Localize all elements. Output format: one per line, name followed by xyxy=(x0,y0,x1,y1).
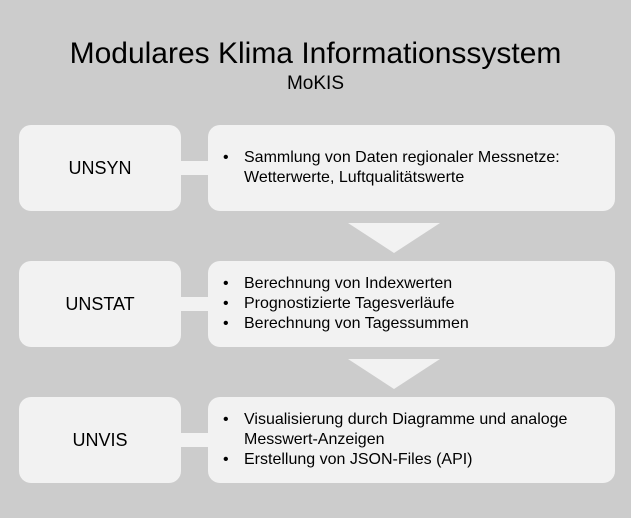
bullet-item: • Sammlung von Daten regionaler Messnetze: Wetterwerte, Luftqualitätswerte xyxy=(222,148,605,188)
bullet-list xyxy=(222,274,469,334)
module-box-unsyn xyxy=(19,125,181,211)
bullet-list xyxy=(222,148,605,188)
module-description-unvis xyxy=(208,397,615,483)
module-label: UNSYN xyxy=(68,157,132,178)
module-description-unstat xyxy=(208,261,615,347)
bullet-item: • Berechnung von Tagessummen xyxy=(222,314,469,334)
diagram-title: Modulares Klima Informationssystem xyxy=(69,37,562,70)
module-box-unstat xyxy=(19,261,181,347)
module-box-unvis xyxy=(19,397,181,483)
flow-arrow-down-icon xyxy=(348,359,440,389)
connector xyxy=(181,433,208,447)
bullet-item: • Prognostizierte Tagesverläufe xyxy=(222,294,469,314)
module-description-unsyn xyxy=(208,125,615,211)
module-label: UNSTAT xyxy=(65,293,135,314)
bullet-item: • Berechnung von Indexwerten xyxy=(222,274,469,294)
bullet-item: • Erstellung von JSON-Files (API) xyxy=(222,450,605,470)
module-label: UNVIS xyxy=(72,429,128,450)
diagram-subtitle: MoKIS xyxy=(286,73,345,94)
connector xyxy=(181,297,208,311)
bullet-item: • Visualisierung durch Diagramme und analoge Messwert-Anzeigen xyxy=(222,410,605,450)
bullet-list xyxy=(222,410,605,470)
connector xyxy=(181,161,208,175)
flow-arrow-down-icon xyxy=(348,223,440,253)
